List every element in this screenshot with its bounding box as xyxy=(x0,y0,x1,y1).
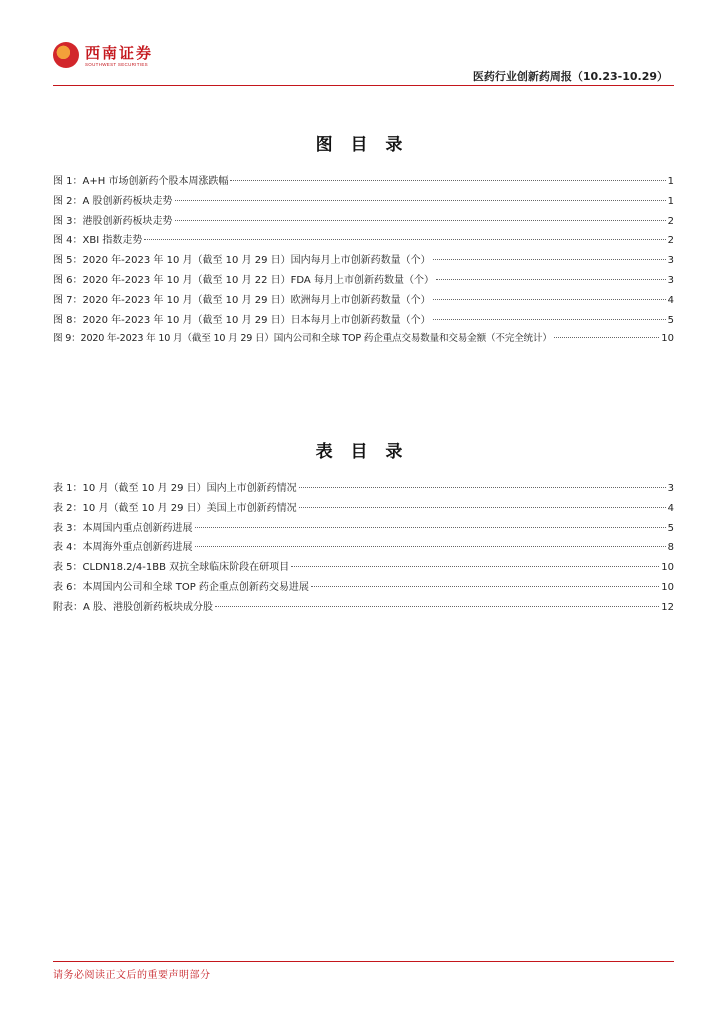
toc-entry-page: 1 xyxy=(667,176,674,187)
tables-toc-title: 表 目 录 xyxy=(315,442,409,462)
toc-entry-page: 4 xyxy=(667,294,674,306)
toc-leader-dots xyxy=(299,487,666,488)
toc-entry-label: 图 8：2020 年-2023 年 10 月（截至 10 月 29 日）日本每月上市创新药数量（个） xyxy=(53,314,431,326)
toc-leader-dots xyxy=(291,566,659,567)
toc-entry-page: 3 xyxy=(667,483,674,494)
footer-disclaimer: 请务必阅读正文后的重要声明部分 xyxy=(53,970,211,981)
toc-entry[interactable] xyxy=(53,172,674,192)
company-logo xyxy=(53,40,163,76)
toc-entry[interactable] xyxy=(53,519,674,539)
toc-entry-page: 5 xyxy=(667,522,674,534)
toc-entry[interactable] xyxy=(53,330,674,350)
toc-entry[interactable] xyxy=(53,212,674,232)
toc-entry[interactable] xyxy=(53,479,674,499)
page-header xyxy=(53,40,674,86)
toc-entry-page: 10 xyxy=(661,562,674,574)
toc-leader-dots xyxy=(175,200,666,201)
toc-entry-label: 附表：A 股、港股创新药板块成分股 xyxy=(53,601,214,613)
toc-entry[interactable] xyxy=(53,251,674,271)
toc-entry[interactable] xyxy=(53,291,674,311)
footer-divider xyxy=(53,961,674,962)
toc-leader-dots xyxy=(215,606,659,607)
toc-entry-label: 图 4：XBI 指数走势 xyxy=(53,235,143,247)
toc-entry[interactable] xyxy=(53,311,674,331)
toc-entry-label: 图 2：A 股创新药板块走势 xyxy=(53,195,173,207)
toc-entry[interactable] xyxy=(53,538,674,558)
toc-entry[interactable] xyxy=(53,598,674,618)
toc-leader-dots xyxy=(433,319,666,320)
logo-name: 西南证券 xyxy=(85,44,154,62)
toc-entry-label: 图 7：2020 年-2023 年 10 月（截至 10 月 29 日）欧洲每月上市创新药数量（个） xyxy=(53,294,431,306)
toc-entry[interactable] xyxy=(53,192,674,212)
toc-entry[interactable] xyxy=(53,578,674,598)
toc-leader-dots xyxy=(436,279,666,280)
toc-entry-label: 图 3：港股创新药板块走势 xyxy=(53,215,173,227)
toc-leader-dots xyxy=(230,180,665,181)
toc-entry[interactable] xyxy=(53,499,674,519)
toc-entry-page: 10 xyxy=(661,333,674,345)
toc-leader-dots xyxy=(144,239,665,240)
toc-entry-label: 表 6：本周国内公司和全球 TOP 药企重点创新药交易进展 xyxy=(53,581,309,593)
toc-entry-label: 表 1：10 月（截至 10 月 29 日）国内上市创新药情况 xyxy=(53,483,297,494)
toc-entry-page: 2 xyxy=(667,235,674,247)
toc-entry[interactable] xyxy=(53,271,674,291)
toc-entry-label: 图 6：2020 年-2023 年 10 月（截至 10 月 22 日）FDA 每月上市创新药数量（个） xyxy=(53,274,434,286)
toc-entry-page: 5 xyxy=(667,314,674,326)
toc-leader-dots xyxy=(433,259,666,260)
toc-entry-label: 图 1：A+H 市场创新药个股本周涨跌幅 xyxy=(53,176,229,187)
toc-entry-label: 表 4：本周海外重点创新药进展 xyxy=(53,542,193,554)
toc-leader-dots xyxy=(195,546,666,547)
toc-leader-dots xyxy=(299,507,666,508)
report-title: 医药行业创新药周报（10.23-10.29） xyxy=(472,70,668,83)
figures-toc-title: 图 目 录 xyxy=(315,135,409,155)
toc-entry-page: 8 xyxy=(667,542,674,554)
toc-entry-page: 4 xyxy=(667,502,674,514)
figures-toc-list xyxy=(53,172,674,350)
logo-subtitle: SOUTHWEST SECURITIES xyxy=(85,62,148,67)
toc-entry-page: 10 xyxy=(661,581,674,593)
toc-leader-dots xyxy=(433,299,666,300)
toc-entry-label: 表 2：10 月（截至 10 月 29 日）美国上市创新药情况 xyxy=(53,502,297,514)
toc-entry-label: 表 5：CLDN18.2/4-1BB 双抗全球临床阶段在研项目 xyxy=(53,562,290,574)
toc-entry-label: 图 5：2020 年-2023 年 10 月（截至 10 月 29 日）国内每月上市创新药数量（个） xyxy=(53,255,431,267)
toc-entry-page: 1 xyxy=(667,195,674,207)
toc-entry-label: 图 9：2020 年-2023 年 10 月（截至 10 月 29 日）国内公司和全球 TOP 药企重点交易数量和交易金额（不完全统计） xyxy=(53,333,552,345)
logo-emblem-icon xyxy=(53,42,79,68)
toc-entry-page: 12 xyxy=(661,601,674,613)
toc-entry-page: 3 xyxy=(667,274,674,286)
toc-leader-dots xyxy=(554,337,660,338)
toc-entry[interactable] xyxy=(53,558,674,578)
toc-entry-label: 表 3：本周国内重点创新药进展 xyxy=(53,522,193,534)
toc-leader-dots xyxy=(195,527,666,528)
tables-toc-list xyxy=(53,479,674,618)
toc-entry[interactable] xyxy=(53,231,674,251)
toc-leader-dots xyxy=(175,220,666,221)
toc-entry-page: 3 xyxy=(667,255,674,267)
toc-leader-dots xyxy=(311,586,659,587)
header-divider xyxy=(53,85,674,86)
toc-entry-page: 2 xyxy=(667,215,674,227)
